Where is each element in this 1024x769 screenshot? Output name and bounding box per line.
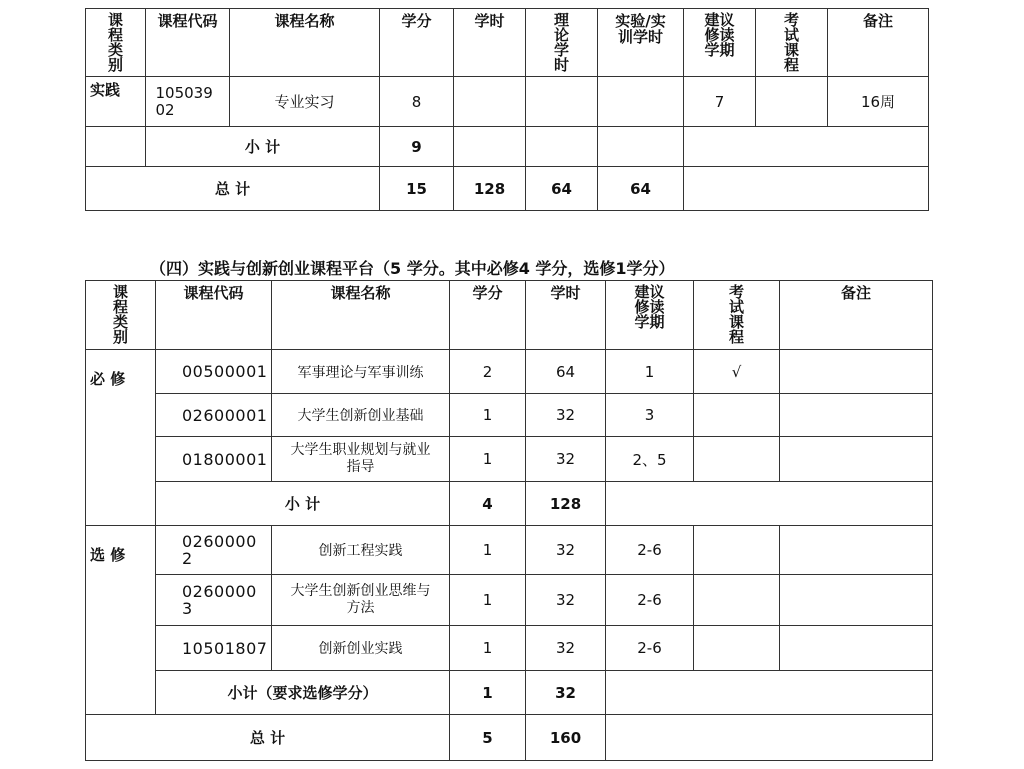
course-name: 创新工程实践 — [272, 526, 450, 575]
total-theory-hours: 64 — [526, 167, 598, 211]
header-exam: 考试课程 — [694, 281, 780, 350]
total-practice-hours: 64 — [598, 167, 684, 211]
course-name: 专业实习 — [230, 77, 380, 127]
course-table-practice — [85, 8, 929, 211]
header-semester: 建议修读学期 — [684, 9, 756, 77]
header-category: 课程类别 — [86, 281, 156, 350]
header-hours: 学时 — [454, 9, 526, 77]
course-semester: 2-6 — [606, 575, 694, 626]
course-hours: 32 — [526, 394, 606, 437]
course-exam-mark — [694, 437, 780, 482]
subtotal-row — [86, 671, 933, 715]
course-semester: 3 — [606, 394, 694, 437]
course-credits: 2 — [450, 350, 526, 394]
course-exam-mark — [694, 394, 780, 437]
header-semester: 建议修读学期 — [606, 281, 694, 350]
header-remarks: 备注 — [828, 9, 929, 77]
table-row — [86, 526, 933, 575]
header-name: 课程名称 — [272, 281, 450, 350]
category-cell: 实践 — [86, 77, 146, 127]
subtotal-label: 小计（要求选修学分） — [156, 671, 450, 715]
total-hours: 128 — [454, 167, 526, 211]
course-name: 大学生职业规划与就业 指导 — [272, 437, 450, 482]
subtotal-row — [86, 127, 929, 167]
course-table-innovation — [85, 280, 933, 761]
course-code: 01800001 — [156, 437, 272, 482]
category-required: 必 修 — [86, 350, 156, 526]
course-credits: 8 — [380, 77, 454, 127]
table-header-row — [86, 9, 929, 77]
subtotal-credits: 1 — [450, 671, 526, 715]
course-name: 军事理论与军事训练 — [272, 350, 450, 394]
subtotal-row — [86, 482, 933, 526]
course-semester: 1 — [606, 350, 694, 394]
course-name: 大学生创新创业基础 — [272, 394, 450, 437]
course-code: 00500001 — [156, 350, 272, 394]
total-label: 总 计 — [86, 715, 450, 761]
course-credits: 1 — [450, 626, 526, 671]
header-code: 课程代码 — [146, 9, 230, 77]
total-hours: 160 — [526, 715, 606, 761]
course-hours: 32 — [526, 575, 606, 626]
course-code: 02600001 — [156, 394, 272, 437]
table-row — [86, 77, 929, 127]
course-semester: 2、5 — [606, 437, 694, 482]
subtotal-hours: 32 — [526, 671, 606, 715]
course-hours: 32 — [526, 626, 606, 671]
total-row — [86, 715, 933, 761]
header-hours: 学时 — [526, 281, 606, 350]
subtotal-label: 小 计 — [146, 127, 380, 167]
header-exam: 考试课程 — [756, 9, 828, 77]
course-credits: 1 — [450, 526, 526, 575]
course-hours: 32 — [526, 437, 606, 482]
subtotal-label: 小 计 — [156, 482, 450, 526]
category-elective: 选 修 — [86, 526, 156, 715]
course-code: 10501807 — [156, 626, 272, 671]
course-credits: 1 — [450, 394, 526, 437]
header-name: 课程名称 — [230, 9, 380, 77]
header-category: 课程类别 — [86, 9, 146, 77]
course-code: 02600003 — [156, 575, 272, 626]
header-theory-hours: 理论学时 — [526, 9, 598, 77]
subtotal-credits: 4 — [450, 482, 526, 526]
total-credits: 5 — [450, 715, 526, 761]
table-row — [86, 437, 933, 482]
course-semester: 2-6 — [606, 626, 694, 671]
course-semester: 2-6 — [606, 526, 694, 575]
subtotal-hours: 128 — [526, 482, 606, 526]
course-credits: 1 — [450, 437, 526, 482]
course-credits: 1 — [450, 575, 526, 626]
total-row — [86, 167, 929, 211]
header-practice-hours: 实验/实训学时 — [598, 9, 684, 77]
course-name: 创新创业实践 — [272, 626, 450, 671]
table-row — [86, 350, 933, 394]
header-credits: 学分 — [380, 9, 454, 77]
course-hours: 32 — [526, 526, 606, 575]
total-credits: 15 — [380, 167, 454, 211]
table-row — [86, 575, 933, 626]
course-semester: 7 — [684, 77, 756, 127]
header-code: 课程代码 — [156, 281, 272, 350]
course-name: 大学生创新创业思维与 方法 — [272, 575, 450, 626]
section-title: （四）实践与创新创业课程平台（5 学分。其中必修4 学分，选修1学分） — [150, 259, 675, 278]
table-row — [86, 626, 933, 671]
header-remarks: 备注 — [780, 281, 933, 350]
course-code: 10503902 — [146, 77, 230, 127]
course-exam-mark: √ — [694, 350, 780, 394]
course-remarks: 16周 — [828, 77, 929, 127]
header-credits: 学分 — [450, 281, 526, 350]
subtotal-credits: 9 — [380, 127, 454, 167]
table-row — [86, 394, 933, 437]
course-hours: 64 — [526, 350, 606, 394]
course-code: 02600002 — [156, 526, 272, 575]
total-label: 总 计 — [86, 167, 380, 211]
table-header-row — [86, 281, 933, 350]
